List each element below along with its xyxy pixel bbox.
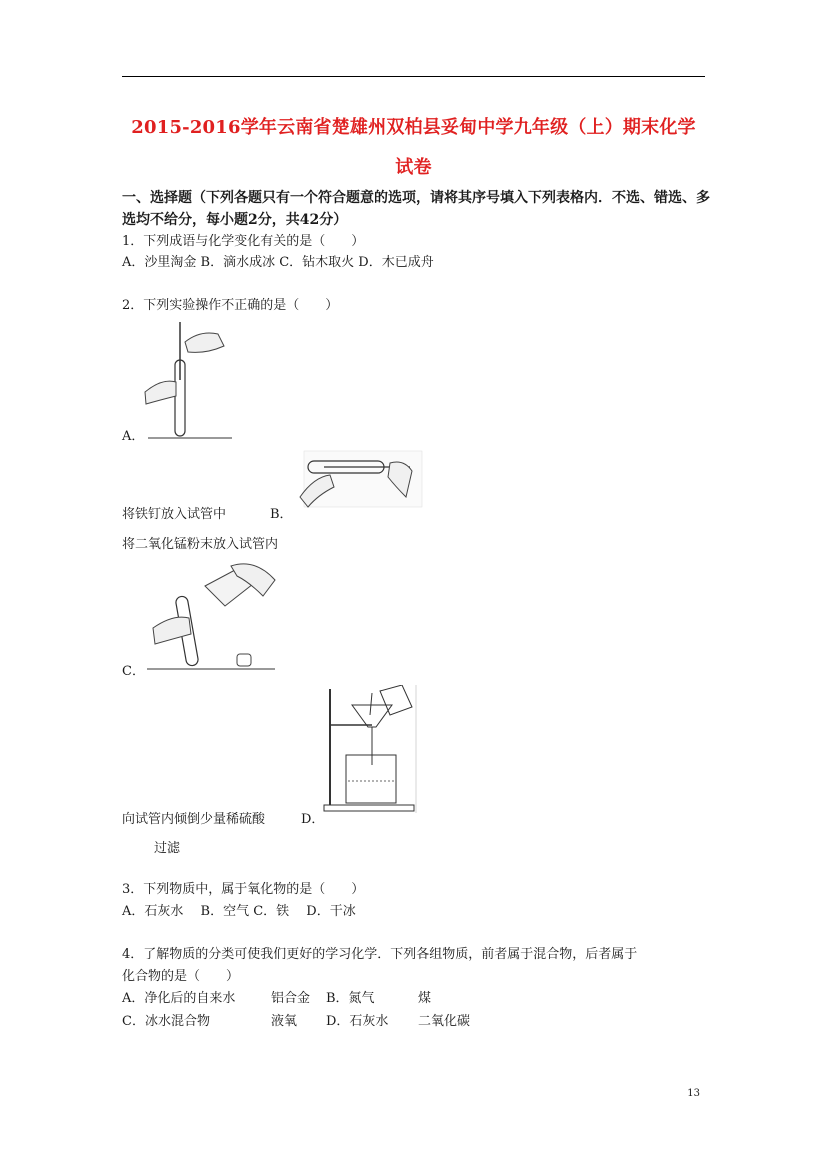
question-2-stem: 2．下列实验操作不正确的是（ ）: [122, 298, 339, 313]
question-2-a-label: A．: [122, 429, 145, 444]
question-4-option-c-second: 液氧: [271, 1014, 298, 1029]
question-2-b-label: B．: [270, 507, 293, 522]
figure-d-filtration-setup: [322, 685, 418, 813]
question-4-stem-line2: 化合物的是（ ）: [122, 969, 240, 984]
question-2-d-label: D．: [301, 812, 325, 827]
header-rule: [122, 76, 705, 77]
question-2-b-caption: 将二氧化锰粉末放入试管内: [122, 537, 279, 552]
question-4-option-d-second: 二氧化碳: [418, 1014, 471, 1029]
question-1-stem: 1．下列成语与化学变化有关的是（ ）: [122, 234, 365, 249]
question-3-stem: 3．下列物质中，属于氧化物的是（ ）: [122, 882, 365, 897]
question-4-option-c: C．冰水混合物: [122, 1014, 210, 1029]
figure-a-test-tube-dropper: [140, 320, 235, 442]
figure-c-pouring-liquid: [145, 556, 277, 672]
question-4-stem-line1: 4．了解物质的分类可使我们更好的学习化学．下列各组物质，前者属于混合物，后者属于: [122, 947, 638, 962]
document-title-line1: 2015-2016学年云南省楚雄州双柏县妥甸中学九年级（上）期末化学: [131, 117, 696, 138]
question-3-options: A．石灰水 B．空气 C．铁 D．干冰: [122, 904, 356, 919]
question-4-option-b-second: 煤: [418, 991, 432, 1006]
question-4-option-a-second: 铝合金: [271, 991, 311, 1006]
question-2-c-label: C．: [122, 664, 145, 679]
question-2-a-caption: 将铁钉放入试管中: [122, 507, 227, 522]
question-2-d-caption: 过滤: [154, 841, 181, 856]
figure-b-horizontal-test-tube: [294, 447, 424, 509]
question-1-options: A．沙里淘金 B．滴水成冰 C．钻木取火 D．木已成舟: [122, 255, 434, 270]
question-4-option-d: D．石灰水: [326, 1014, 389, 1029]
section-heading: 一、选择题（下列各题只有一个符合题意的选项，请将其序号填入下列表格内．不选、错选、多选均不给分，每小题2分，共42分）: [122, 190, 710, 228]
question-4-option-b: B．氮气: [326, 991, 375, 1006]
page-number: 13: [687, 1088, 700, 1099]
question-4-option-a: A．净化后的自来水: [122, 991, 236, 1006]
document-title-line2: 试卷: [395, 157, 432, 178]
question-2-c-caption: 向试管内倾倒少量稀硫酸: [122, 812, 266, 827]
